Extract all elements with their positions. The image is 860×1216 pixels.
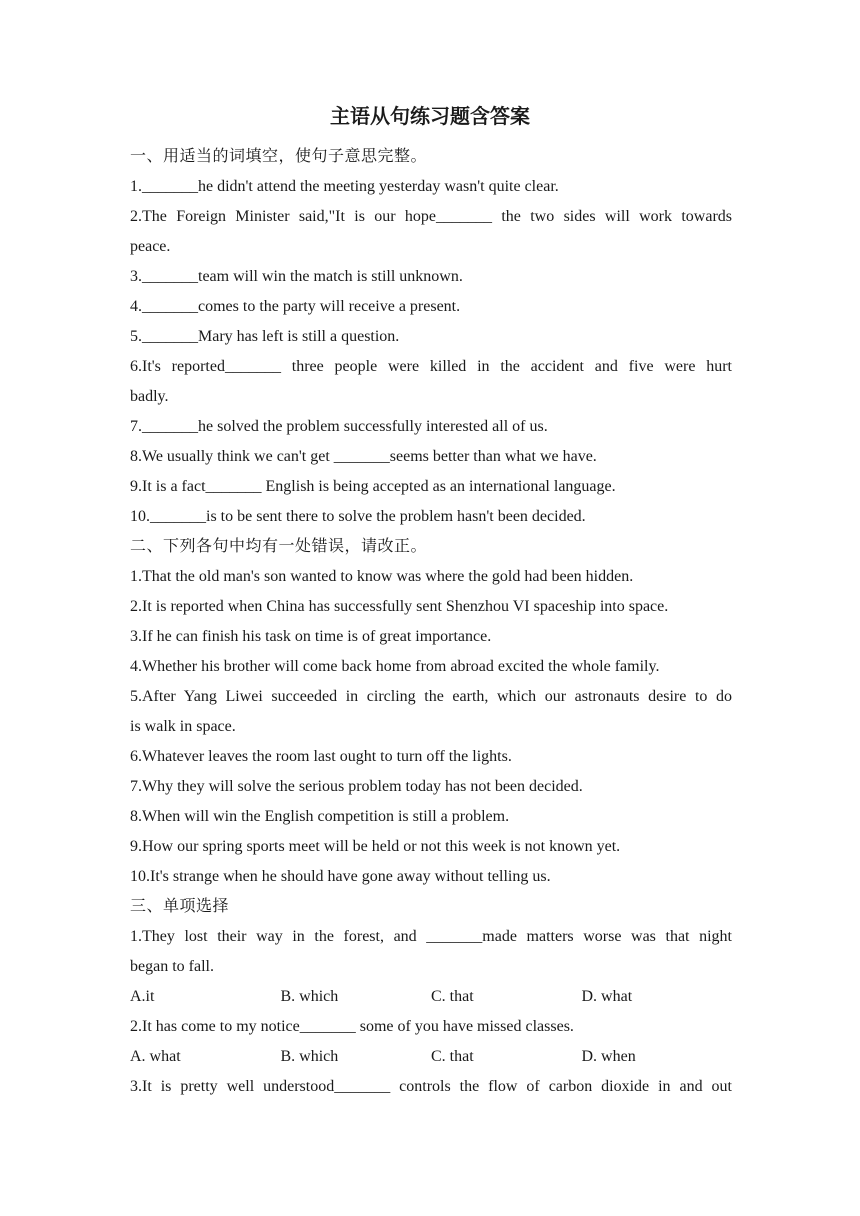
s2-question-6: 6.Whatever leaves the room last ought to turn off the lights. [130, 748, 512, 765]
s1-question-10: 10._______is to be sent there to solve the problem hasn't been decided. [130, 508, 586, 525]
s2-question-4: 4.Whether his brother will come back home from abroad excited the whole family. [130, 658, 660, 675]
section-3-heading: 三、单项选择 [130, 898, 230, 915]
s2-question-10: 10.It's strange when he should have gone away without telling us. [130, 868, 551, 885]
section-1-heading: 一、用适当的词填空，使句子意思完整。 [130, 148, 428, 165]
s2-question-2: 2.It is reported when China has successfully sent Shenzhou VI spaceship into space. [130, 598, 669, 615]
s2-question-8: 8.When will win the English competition is still a problem. [130, 808, 510, 825]
s1-question-6-line-1: 6.It's reported_______ three people were killed in the accident and five were hurt [130, 358, 732, 375]
option-a: A. what [130, 1048, 181, 1065]
s2-question-7: 7.Why they will solve the serious problem today has not been decided. [130, 778, 583, 795]
s1-question-2-line-1: 2.The Foreign Minister said,"It is our hope_______ the two sides will work towards [130, 208, 732, 225]
s1-question-6-line-2: badly. [130, 388, 169, 405]
s2-question-1: 1.That the old man's son wanted to know was where the gold had been hidden. [130, 568, 634, 585]
s2-question-9: 9.How our spring sports meet will be held or not this week is not known yet. [130, 838, 621, 855]
option-b: B. which [280, 988, 339, 1005]
s1-question-9: 9.It is a fact_______ English is being accepted as an international language. [130, 478, 616, 495]
s2-question-5-line-1: 5.After Yang Liwei succeeded in circling the earth, which our astronauts desire to do [130, 688, 732, 705]
section-2-heading: 二、下列各句中均有一处错误，请改正。 [130, 538, 428, 555]
s1-question-4: 4._______comes to the party will receive a present. [130, 298, 461, 315]
s1-question-3: 3._______team will win the match is still unknown. [130, 268, 463, 285]
page-title: 主语从句练习题含答案 [330, 106, 530, 128]
s1-question-1: 1._______he didn't attend the meeting yesterday wasn't quite clear. [130, 178, 559, 195]
s3-question-1-line-2: began to fall. [130, 958, 214, 975]
option-c: C. that [431, 1048, 474, 1065]
option-d: D. what [581, 988, 633, 1005]
s1-question-7: 7._______he solved the problem successfully interested all of us. [130, 418, 548, 435]
s2-question-3: 3.If he can finish his task on time is of great importance. [130, 628, 492, 645]
s3-question-1-line-1: 1.They lost their way in the forest, and _______made matters worse was that night [130, 928, 732, 945]
option-d: D. when [581, 1048, 636, 1065]
option-a: A.it [130, 988, 155, 1005]
s2-question-5-line-2: is walk in space. [130, 718, 236, 735]
s1-question-5: 5._______Mary has left is still a question. [130, 328, 400, 345]
option-c: C. that [431, 988, 474, 1005]
s3-question-2: 2.It has come to my notice_______ some of you have missed classes. [130, 1018, 574, 1035]
s3-question-1-options [130, 982, 732, 1012]
option-b: B. which [280, 1048, 339, 1065]
s1-question-2-line-2: peace. [130, 238, 171, 255]
s3-question-2-options [130, 1042, 732, 1072]
s1-question-8: 8.We usually think we can't get _______seems better than what we have. [130, 448, 597, 465]
s3-question-3-line-1: 3.It is pretty well understood_______ controls the flow of carbon dioxide in and out [130, 1078, 732, 1095]
document-body [130, 142, 732, 1102]
